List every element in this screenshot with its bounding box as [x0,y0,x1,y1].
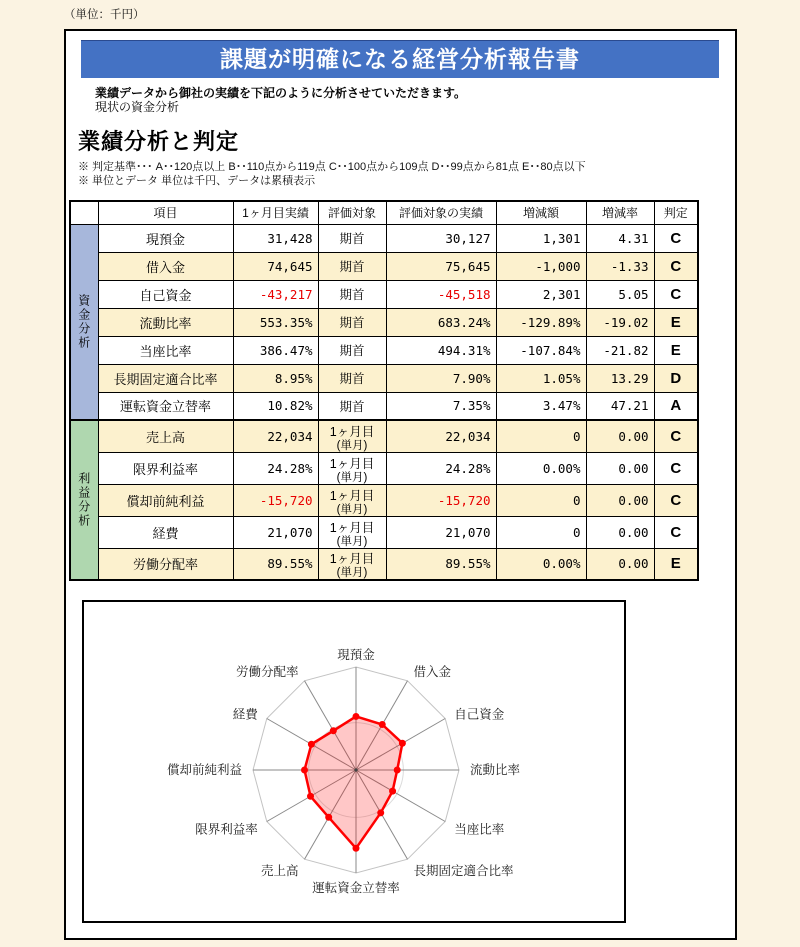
grade-cell: C [654,224,698,252]
column-header-0: 項目 [98,201,233,224]
radar-axis-label-現預金: 現預金 [337,648,375,662]
column-header-6: 判定 [654,201,698,224]
grade-cell: E [654,548,698,580]
table-corner-cell [70,201,98,224]
table-row-償却前純利益 [70,484,698,516]
group-label-資金分析: 資金分析 [70,224,98,420]
month1-value-cell: 10.82% [233,392,318,420]
radar-data-point-長期固定適合比率 [377,809,384,816]
radar-data-point-借入金 [379,721,386,728]
radar-center-dot [354,768,357,771]
eval-target-cell: 期首 [318,336,386,364]
diff-amount-cell: 0.00% [496,452,586,484]
report-title: 課題が明確になる経営分析報告書 [220,46,580,72]
diff-rate-cell: 13.29 [586,364,654,392]
radar-axis-label-長期固定適合比率: 長期固定適合比率 [413,864,514,879]
column-header-2: 評価対象 [318,201,386,224]
column-header-4: 増減額 [496,201,586,224]
grade-cell: D [654,364,698,392]
report-title-bar [81,40,719,78]
month1-value-cell: 89.55% [233,548,318,580]
note-units: ※ 単位とデータ 単位は千円、データは累積表示 [78,175,316,187]
table-row-当座比率 [70,336,698,364]
eval-target-cell: 期首 [318,224,386,252]
radar-axis-label-労働分配率: 労働分配率 [235,664,299,679]
radar-data-polygon [305,716,403,848]
table-row-限界利益率 [70,452,698,484]
diff-amount-cell: 2,301 [496,280,586,308]
eval-target-cell: 1ヶ月目 (単月) [318,548,386,580]
diff-amount-cell: 1,301 [496,224,586,252]
diff-amount-cell: 3.47% [496,392,586,420]
month1-value-cell: 21,070 [233,516,318,548]
diff-rate-cell: 0.00 [586,548,654,580]
diff-amount-cell: 0 [496,484,586,516]
radar-axis-label-自己資金: 自己資金 [454,707,505,722]
diff-amount-cell: -107.84% [496,336,586,364]
item-cell: 流動比率 [98,308,233,336]
month1-value-cell: 74,645 [233,252,318,280]
radar-data-point-売上高 [325,814,332,821]
column-header-1: 1ヶ月目実績 [233,201,318,224]
table-row-運転資金立替率 [70,392,698,420]
month1-value-cell: 22,034 [233,420,318,452]
unit-label: （単位：千円） [64,9,145,21]
item-cell: 長期固定適合比率 [98,364,233,392]
diff-amount-cell: 0 [496,516,586,548]
item-cell: 償却前純利益 [98,484,233,516]
eval-actual-cell: 7.90% [386,364,496,392]
grade-cell: E [654,336,698,364]
eval-target-cell: 期首 [318,252,386,280]
eval-target-cell: 1ヶ月目 (単月) [318,420,386,452]
diff-amount-cell: 0.00% [496,548,586,580]
analysis-table-body [70,224,698,580]
eval-target-cell: 期首 [318,308,386,336]
diff-rate-cell: 0.00 [586,452,654,484]
radar-data-point-当座比率 [389,788,396,795]
diff-amount-cell: 1.05% [496,364,586,392]
eval-actual-cell: 75,645 [386,252,496,280]
radar-axis-label-売上高: 売上高 [260,864,299,879]
month1-value-cell: 24.28% [233,452,318,484]
eval-actual-cell: -45,518 [386,280,496,308]
grade-cell: C [654,516,698,548]
radar-data-point-運転資金立替率 [353,845,360,852]
radar-data-point-償却前純利益 [301,767,308,774]
eval-actual-cell: 89.55% [386,548,496,580]
table-row-自己資金 [70,280,698,308]
radar-data-point-自己資金 [399,740,406,747]
report-box [64,29,737,940]
month1-value-cell: 8.95% [233,364,318,392]
diff-rate-cell: 47.21 [586,392,654,420]
radar-chart [84,602,624,921]
grade-cell: A [654,392,698,420]
table-row-経費 [70,516,698,548]
diff-rate-cell: 4.31 [586,224,654,252]
eval-actual-cell: 494.31% [386,336,496,364]
grade-cell: C [654,420,698,452]
diff-rate-cell: -21.82 [586,336,654,364]
month1-value-cell: 31,428 [233,224,318,252]
analysis-table [69,200,699,581]
grade-cell: C [654,280,698,308]
diff-rate-cell: 5.05 [586,280,654,308]
item-cell: 運転資金立替率 [98,392,233,420]
month1-value-cell: 386.47% [233,336,318,364]
radar-axis-label-運転資金立替率: 運転資金立替率 [312,881,400,895]
radar-axis-label-当座比率: 当座比率 [454,822,505,837]
table-header-row [70,201,698,224]
radar-data-point-現預金 [353,713,360,720]
item-cell: 自己資金 [98,280,233,308]
section-heading: 業績分析と判定 [78,129,240,154]
eval-target-cell: 1ヶ月目 (単月) [318,452,386,484]
diff-rate-cell: -19.02 [586,308,654,336]
diff-rate-cell: 0.00 [586,516,654,548]
column-header-5: 増減率 [586,201,654,224]
month1-value-cell: 553.35% [233,308,318,336]
eval-target-cell: 期首 [318,364,386,392]
table-row-売上高 [70,420,698,452]
diff-rate-cell: -1.33 [586,252,654,280]
radar-data-point-流動比率 [394,767,401,774]
grade-cell: C [654,484,698,516]
radar-axis-label-流動比率: 流動比率 [470,763,521,777]
radar-data-point-労働分配率 [330,727,337,734]
item-cell: 経費 [98,516,233,548]
grade-cell: C [654,252,698,280]
intro-text: 業績データから御社の実績を下記のように分析させていただきます。 [95,86,467,100]
diff-rate-cell: 0.00 [586,420,654,452]
radar-axis-label-借入金: 借入金 [413,664,452,679]
item-cell: 現預金 [98,224,233,252]
table-row-現預金 [70,224,698,252]
eval-actual-cell: 24.28% [386,452,496,484]
table-row-労働分配率 [70,548,698,580]
item-cell: 限界利益率 [98,452,233,484]
group-label-利益分析: 利益分析 [70,420,98,580]
eval-actual-cell: 7.35% [386,392,496,420]
radar-axis-label-償却前純利益: 償却前純利益 [166,763,242,777]
month1-value-cell: -15,720 [233,484,318,516]
table-row-長期固定適合比率 [70,364,698,392]
eval-actual-cell: 683.24% [386,308,496,336]
radar-data-point-経費 [308,741,315,748]
grade-cell: E [654,308,698,336]
table-row-借入金 [70,252,698,280]
radar-chart-box [82,600,626,923]
eval-target-cell: 1ヶ月目 (単月) [318,484,386,516]
eval-target-cell: 1ヶ月目 (単月) [318,516,386,548]
analysis-table-header [70,201,698,224]
item-cell: 借入金 [98,252,233,280]
month1-value-cell: -43,217 [233,280,318,308]
diff-amount-cell: -1,000 [496,252,586,280]
diff-rate-cell: 0.00 [586,484,654,516]
item-cell: 労働分配率 [98,548,233,580]
table-row-流動比率 [70,308,698,336]
eval-target-cell: 期首 [318,392,386,420]
item-cell: 売上高 [98,420,233,452]
radar-axis-label-限界利益率: 限界利益率 [195,822,258,837]
eval-actual-cell: 30,127 [386,224,496,252]
diff-amount-cell: 0 [496,420,586,452]
grade-cell: C [654,452,698,484]
eval-actual-cell: -15,720 [386,484,496,516]
radar-data-point-限界利益率 [307,793,314,800]
diff-amount-cell: -129.89% [496,308,586,336]
note-judgment-criteria: ※ 判定基準･･･ A･･120点以上 B･･110点から119点 C･･100点から109点 D･･99点から81点 E･･80点以下 [78,161,586,173]
column-header-3: 評価対象の実績 [386,201,496,224]
intro-subtext: 現状の資金分析 [95,100,180,114]
eval-actual-cell: 22,034 [386,420,496,452]
eval-actual-cell: 21,070 [386,516,496,548]
item-cell: 当座比率 [98,336,233,364]
radar-axis-label-経費: 経費 [232,707,258,722]
eval-target-cell: 期首 [318,280,386,308]
